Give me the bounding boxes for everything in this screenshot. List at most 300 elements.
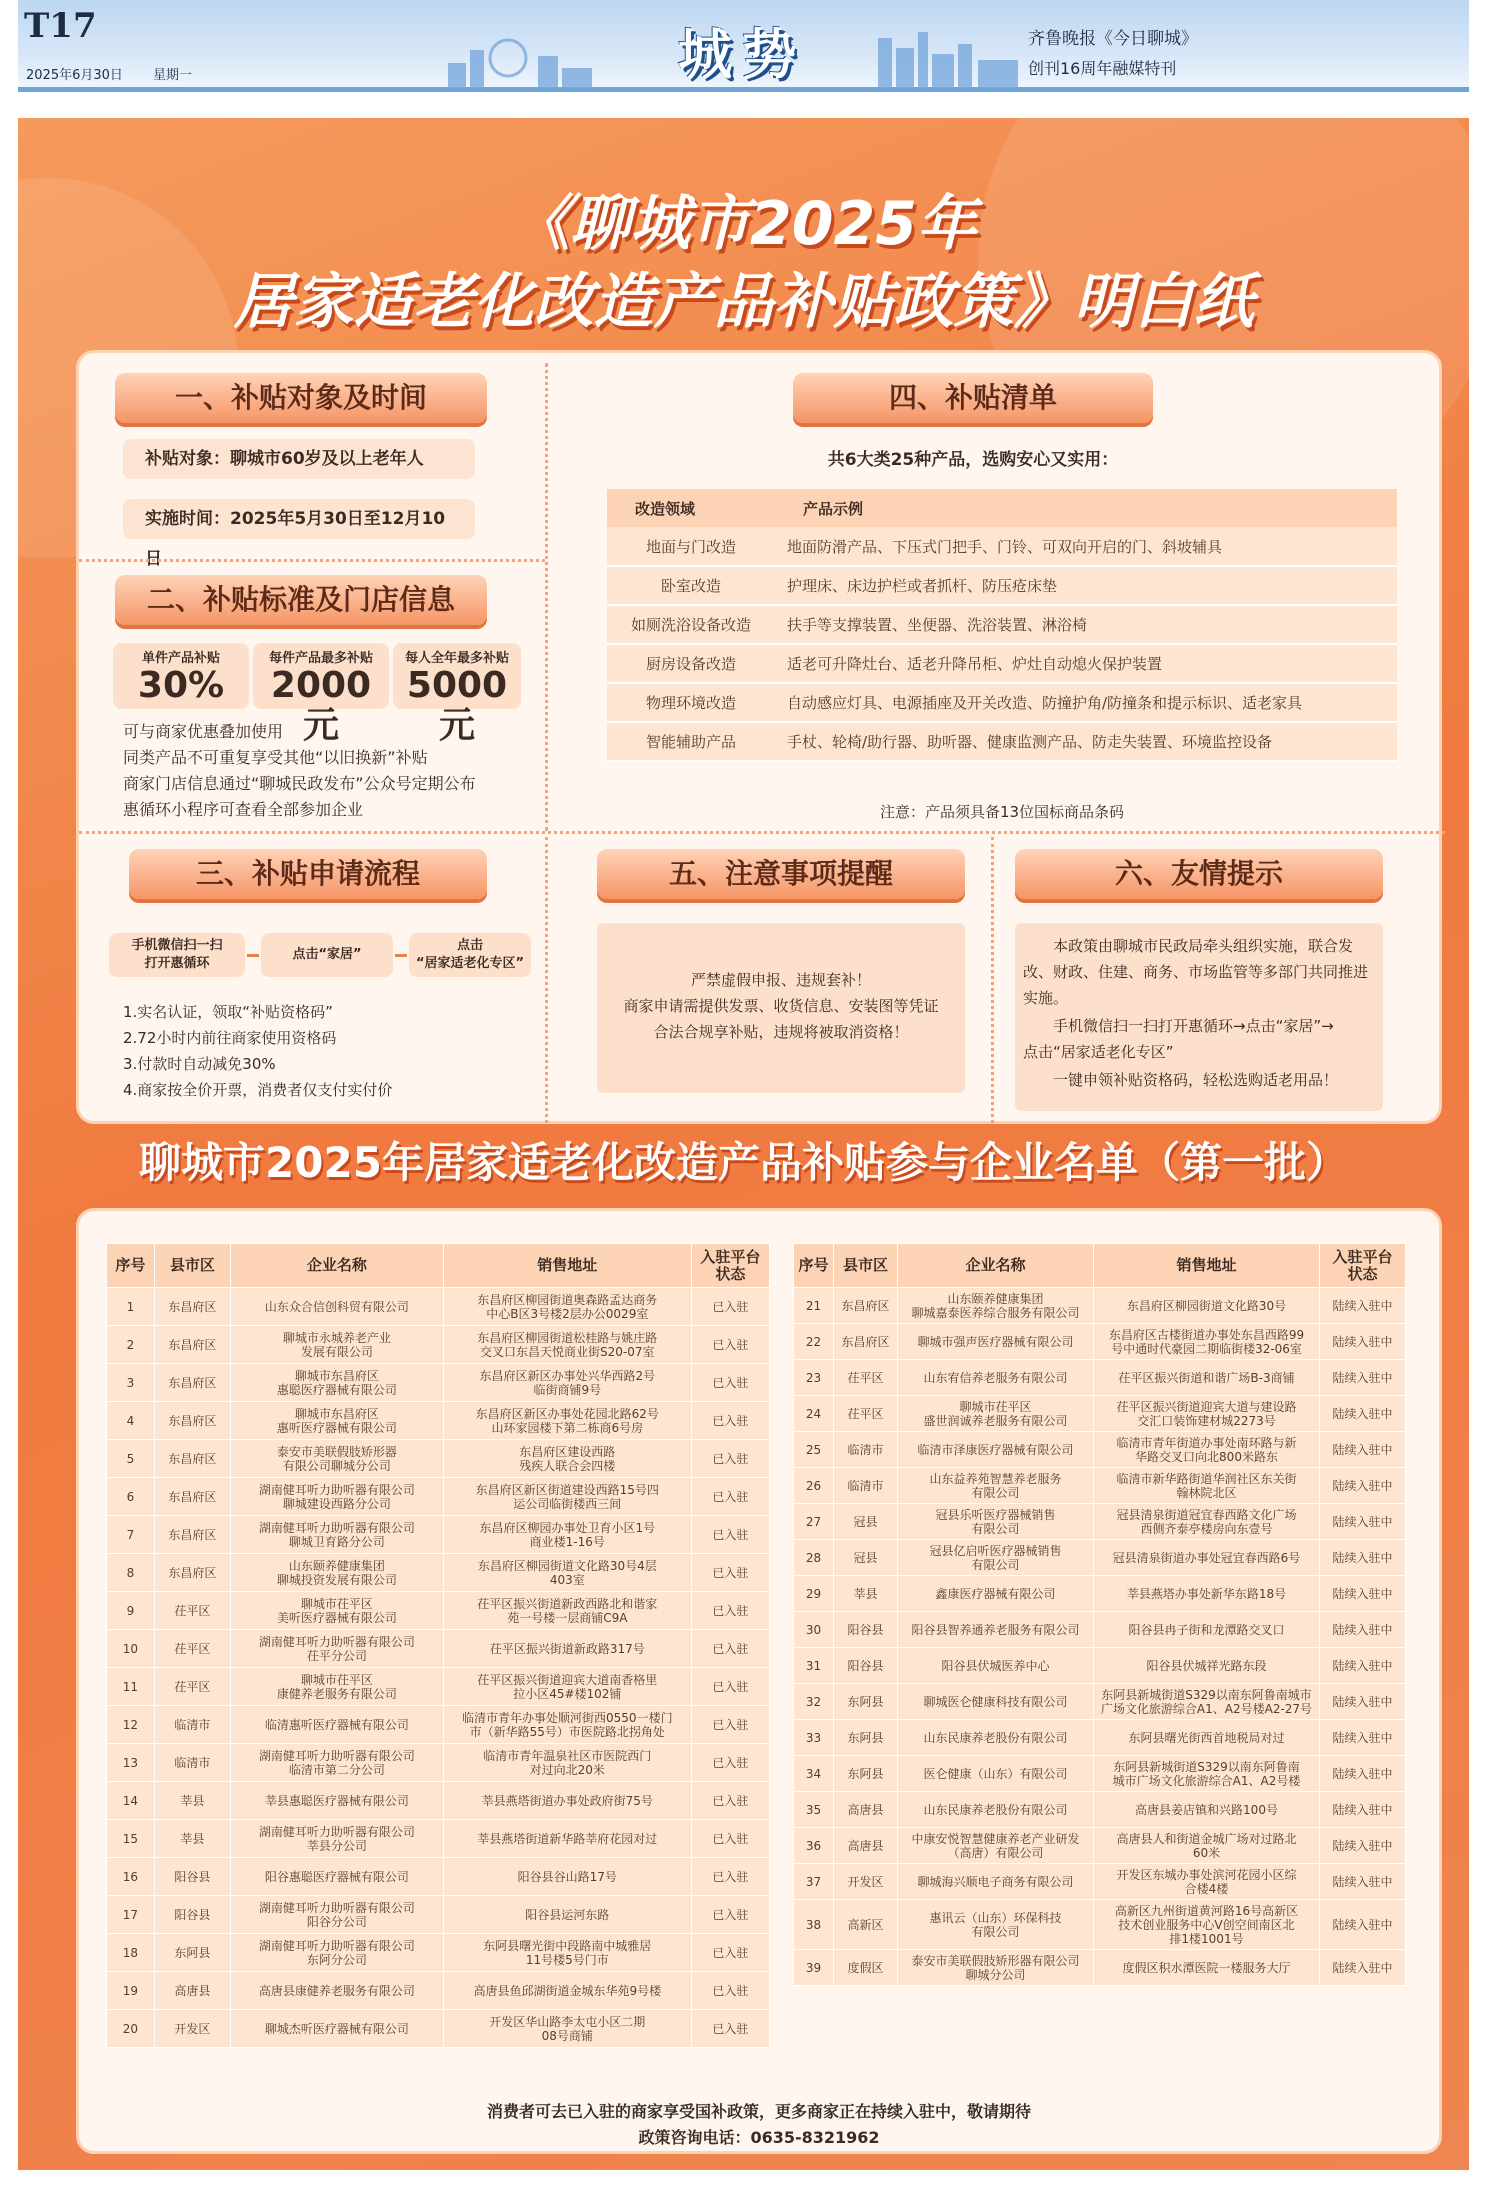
cell-county: 茌平区 — [154, 1630, 230, 1668]
cell-county: 茌平区 — [154, 1668, 230, 1706]
cell-status: 陆续入驻中 — [1320, 1684, 1406, 1720]
cell-line: （高唐）有限公司 — [947, 1845, 1044, 1860]
company-list-title: 聊城市2025年居家适老化改造产品补贴参与企业名单（第一批） — [139, 1138, 1348, 1187]
category-items: 扶手等支撑装置、坐便器、洗浴装置、淋浴椅 — [775, 605, 1397, 644]
special-edition-label: 创刊16周年融媒特刊 — [1028, 59, 1177, 78]
table-row — [794, 1576, 1406, 1612]
cell-line: 苑一号楼一层商铺C9A — [507, 1610, 628, 1625]
cell-no: 15 — [107, 1820, 155, 1858]
table-row — [107, 1630, 770, 1668]
cell-line: 东昌府区新区街道建设西路15号四 — [475, 1482, 659, 1497]
cell-line: 对过向北20米 — [529, 1762, 605, 1777]
section-4-heading: 四、补贴清单 — [793, 373, 1153, 423]
cell-status: 已入驻 — [691, 1630, 769, 1668]
cell-line: 阳谷惠聪医疗器械有限公司 — [264, 1869, 409, 1884]
cell-line: 阳谷县运河东路 — [525, 1907, 610, 1922]
cell-line: 开发区华山路李太屯小区二期 — [489, 2014, 646, 2029]
category-row — [607, 683, 1397, 722]
cell-line: 东昌府区柳园街道奥森路孟达商务 — [477, 1292, 658, 1307]
cell-line: 阳谷县冉子街和龙潭路交叉口 — [1128, 1622, 1285, 1637]
cell-line: 湖南健耳听力助听器有限公司 — [258, 1520, 415, 1535]
flow-step-home — [261, 933, 393, 977]
cell-address — [1094, 1396, 1320, 1432]
cell-no: 25 — [794, 1432, 834, 1468]
cell-status: 陆续入驻中 — [1320, 1720, 1406, 1756]
stat-per-item-rate — [113, 643, 249, 709]
cell-no: 14 — [107, 1782, 155, 1820]
tip-line: 改、财政、住建、商务、市场监管等多部门共同推进 — [1023, 963, 1369, 981]
cell-line: 莘县惠聪医疗器械有限公司 — [264, 1793, 409, 1808]
cell-line: 临清市青年办事处顺河街西0550一楼门 — [462, 1710, 673, 1725]
col-header-county: 县市区 — [154, 1244, 230, 1288]
cell-county: 东昌府区 — [154, 1402, 230, 1440]
cell-status: 陆续入驻中 — [1320, 1504, 1406, 1540]
cell-line: 聊城卫育路分公司 — [288, 1534, 385, 1549]
cell-name — [230, 1516, 443, 1554]
cell-no: 26 — [794, 1468, 834, 1504]
col-header-status — [1320, 1244, 1406, 1288]
category-row — [607, 722, 1397, 761]
cell-line: 聊城分公司 — [965, 1967, 1026, 1982]
cell-name — [898, 1756, 1094, 1792]
cell-line: 山东益养苑智慧养老服务 — [929, 1471, 1062, 1486]
cell-address — [1094, 1950, 1320, 1986]
table-row — [794, 1720, 1406, 1756]
page-number: T17 — [24, 6, 97, 46]
page-header — [18, 0, 1469, 92]
cell-line: 开发区东城办事处滨河花园小区综 — [1116, 1867, 1297, 1882]
stat-label: 每件产品最多补贴 — [268, 651, 373, 666]
cell-line: 广场文化旅游综合A1、A2号楼A2-27号 — [1100, 1701, 1313, 1716]
footer-hotline: 政策咨询电话：0635-8321962 — [638, 2128, 880, 2147]
cell-line: 08号商铺 — [541, 2028, 593, 2043]
cell-no: 11 — [107, 1668, 155, 1706]
table-row — [107, 1706, 770, 1744]
category-area: 如厕洗浴设备改造 — [607, 605, 775, 644]
cell-line: 泰安市美联假肢矫形器 — [276, 1444, 397, 1459]
cell-line: 高唐县人和街道金城广场对过路北 — [1116, 1831, 1297, 1846]
col-header-name: 企业名称 — [898, 1244, 1094, 1288]
cell-county: 临清市 — [834, 1432, 898, 1468]
table-row — [794, 1324, 1406, 1360]
cell-county: 东阿县 — [154, 1934, 230, 1972]
table-row — [794, 1504, 1406, 1540]
cell-address — [1094, 1648, 1320, 1684]
table-row — [107, 1592, 770, 1630]
col-header-address: 销售地址 — [443, 1244, 691, 1288]
cell-line: 冠县清泉街道冠宜春西路文化广场 — [1116, 1507, 1297, 1522]
cell-name — [230, 1706, 443, 1744]
cell-line: 山东颐养健康集团 — [947, 1291, 1044, 1306]
cell-line: 惠听医疗器械有限公司 — [276, 1420, 397, 1435]
cell-status: 陆续入驻中 — [1320, 1756, 1406, 1792]
category-row — [607, 644, 1397, 683]
cell-line: 临清市泽康医疗器械有限公司 — [917, 1442, 1074, 1457]
cell-name — [898, 1288, 1094, 1324]
cell-line: 茌平分公司 — [306, 1648, 367, 1663]
cell-name — [898, 1828, 1094, 1864]
cell-line: 医仑健康（山东）有限公司 — [923, 1766, 1068, 1781]
cell-line: 度假区积水潭医院一楼服务大厅 — [1122, 1960, 1291, 1975]
cell-name — [898, 1360, 1094, 1396]
cell-county: 阳谷县 — [834, 1612, 898, 1648]
cell-address — [443, 1934, 691, 1972]
divider — [545, 837, 548, 1123]
cell-line: 西侧齐泰亭楼房向东壹号 — [1140, 1521, 1273, 1536]
table-row — [107, 1402, 770, 1440]
cell-line: 莘县分公司 — [306, 1838, 367, 1853]
cell-no: 36 — [794, 1828, 834, 1864]
cell-line: 聊城市强声医疗器械有限公司 — [917, 1334, 1074, 1349]
cell-county: 冠县 — [834, 1504, 898, 1540]
header-line: 入驻平台 — [700, 1247, 761, 1266]
cell-name — [898, 1324, 1094, 1360]
cell-line: 东昌府区古楼街道办事处东昌西路99 — [1108, 1327, 1305, 1342]
cell-name — [898, 1540, 1094, 1576]
cell-status: 陆续入驻中 — [1320, 1576, 1406, 1612]
notice-line: 合法合规享补贴，违规将被取消资格！ — [653, 1023, 909, 1041]
table-row — [107, 1288, 770, 1326]
cell-status: 陆续入驻中 — [1320, 1864, 1406, 1900]
footer-notice: 消费者可去已入驻的商家享受国补政策，更多商家正在持续入驻中，敬请期待 — [486, 2102, 1031, 2121]
cell-name — [230, 1478, 443, 1516]
category-area: 厨房设备改造 — [607, 644, 775, 683]
cell-line: 发展有限公司 — [300, 1344, 373, 1359]
col-header-no: 序号 — [794, 1244, 834, 1288]
table-row — [107, 1820, 770, 1858]
cell-no: 34 — [794, 1756, 834, 1792]
table-row — [794, 1288, 1406, 1324]
cell-county: 东阿县 — [834, 1684, 898, 1720]
cell-status: 已入驻 — [691, 1934, 769, 1972]
section-title: 城势 — [678, 23, 806, 86]
table-row — [107, 2010, 770, 2048]
col-header-name: 企业名称 — [230, 1244, 443, 1288]
notice-line: 严禁虚假申报、违规套补！ — [690, 971, 871, 989]
col-header-address: 销售地址 — [1094, 1244, 1320, 1288]
stat-label: 单件产品补贴 — [141, 651, 220, 666]
cell-no: 24 — [794, 1396, 834, 1432]
cell-name — [230, 1820, 443, 1858]
cell-county: 东昌府区 — [154, 1364, 230, 1402]
cell-county: 临清市 — [154, 1706, 230, 1744]
cell-status: 陆续入驻中 — [1320, 1612, 1406, 1648]
flow-step-scan — [109, 933, 245, 977]
col-header-no: 序号 — [107, 1244, 155, 1288]
cell-status: 已入驻 — [691, 1288, 769, 1326]
flow-text: 点击“家居” — [292, 947, 362, 962]
cell-address — [443, 1554, 691, 1592]
cell-line: 莘县燕塔办事处新华东路18号 — [1126, 1586, 1287, 1601]
cell-address — [1094, 1576, 1320, 1612]
table-row — [107, 1744, 770, 1782]
cell-status: 已入驻 — [691, 1820, 769, 1858]
subsidy-target: 补贴对象：聊城市60岁及以上老年人 — [123, 439, 475, 479]
table-row — [107, 1896, 770, 1934]
table-row — [794, 1828, 1406, 1864]
cell-line: 聊城嘉泰医养综合服务有限公司 — [911, 1305, 1080, 1320]
cell-no: 29 — [794, 1576, 834, 1612]
cell-address — [1094, 1504, 1320, 1540]
cell-status: 已入驻 — [691, 1516, 769, 1554]
cell-county: 阳谷县 — [834, 1648, 898, 1684]
cell-no: 27 — [794, 1504, 834, 1540]
issue-weekday: 星期一 — [153, 68, 193, 83]
flow-text: 手机微信扫一扫 — [131, 938, 223, 953]
cell-name — [898, 1684, 1094, 1720]
section-3-heading: 三、补贴申请流程 — [129, 849, 487, 899]
cell-address — [443, 1782, 691, 1820]
cell-no: 6 — [107, 1478, 155, 1516]
cell-line: 盛世润诚养老服务有限公司 — [923, 1413, 1068, 1428]
cell-line: 湖南健耳听力助听器有限公司 — [258, 1938, 415, 1953]
cell-address — [443, 2010, 691, 2048]
cell-line: 康健养老服务有限公司 — [276, 1686, 397, 1701]
cell-name — [898, 1648, 1094, 1684]
category-area: 物理环境改造 — [607, 683, 775, 722]
cell-county: 东昌府区 — [154, 1288, 230, 1326]
cell-no: 4 — [107, 1402, 155, 1440]
cell-line: 交汇口装饰建材城2273号 — [1137, 1413, 1276, 1428]
cell-no: 30 — [794, 1612, 834, 1648]
col-header-county: 县市区 — [834, 1244, 898, 1288]
cell-no: 32 — [794, 1684, 834, 1720]
cell-address — [1094, 1792, 1320, 1828]
cell-county: 东昌府区 — [834, 1288, 898, 1324]
policy-panel — [76, 350, 1442, 1124]
cell-name — [898, 1432, 1094, 1468]
cell-county: 阳谷县 — [154, 1896, 230, 1934]
cell-no: 9 — [107, 1592, 155, 1630]
tip-line: 手机微信扫一扫打开惠循环→点击“家居”→ — [1053, 1017, 1334, 1035]
cell-name — [230, 1896, 443, 1934]
category-area: 卧室改造 — [607, 566, 775, 605]
cell-county: 高唐县 — [834, 1792, 898, 1828]
stat-label: 每人全年最多补贴 — [404, 651, 509, 666]
cell-line: 山东民康养老股份有限公司 — [923, 1730, 1068, 1745]
cell-line: 有限公司 — [971, 1521, 1020, 1536]
cell-line: 莘县燕塔街道办事处政府街75号 — [481, 1793, 653, 1808]
company-table-right — [793, 1243, 1406, 1986]
cell-no: 18 — [107, 1934, 155, 1972]
cell-county: 东昌府区 — [154, 1440, 230, 1478]
cell-status: 陆续入驻中 — [1320, 1648, 1406, 1684]
cell-no: 37 — [794, 1864, 834, 1900]
cell-address — [1094, 1288, 1320, 1324]
category-items: 手杖、轮椅/助行器、助听器、健康监测产品、防走失装置、环境监控设备 — [775, 722, 1397, 761]
table-row — [107, 1554, 770, 1592]
cell-line: 运公司临街楼西三间 — [513, 1496, 622, 1511]
cell-address — [443, 1744, 691, 1782]
category-row — [607, 527, 1397, 566]
cell-status: 陆续入驻中 — [1320, 1432, 1406, 1468]
cell-line: 排1楼1001号 — [1169, 1931, 1244, 1946]
cell-status: 已入驻 — [691, 1364, 769, 1402]
cell-line: 湖南健耳听力助听器有限公司 — [258, 1748, 415, 1763]
cell-line: 湖南健耳听力助听器有限公司 — [258, 1824, 415, 1839]
cell-line: 山东宥信养老服务有限公司 — [923, 1370, 1068, 1385]
cell-line: 湖南健耳听力助听器有限公司 — [258, 1634, 415, 1649]
newspaper-name: 齐鲁晚报《今日聊城》 — [1028, 29, 1198, 49]
cell-line: 冠县乐听医疗器械销售 — [935, 1507, 1056, 1522]
company-table-left — [106, 1243, 770, 2048]
cell-line: 聊城市茌平区 — [959, 1399, 1032, 1414]
cell-status: 陆续入驻中 — [1320, 1792, 1406, 1828]
cell-line: 东昌府区柳园街道文化路30号4层 — [477, 1558, 657, 1573]
cell-address — [1094, 1360, 1320, 1396]
cell-address — [1094, 1468, 1320, 1504]
flow-text: “居家适老化专区” — [415, 956, 525, 971]
cell-address — [443, 1288, 691, 1326]
cell-no: 10 — [107, 1630, 155, 1668]
cell-county: 高新区 — [834, 1900, 898, 1950]
cell-county: 度假区 — [834, 1950, 898, 1986]
cell-line: 茌平区振兴街道新政西路北和谐家 — [477, 1596, 658, 1611]
cell-line: 东阿县新城街道S329以南东阿鲁南 — [1113, 1759, 1300, 1774]
cell-status: 已入驻 — [691, 2010, 769, 2048]
cell-line: 翰林院北区 — [1176, 1485, 1237, 1500]
cell-line: 东阿县新城街道S329以南东阿鲁南城市 — [1101, 1687, 1312, 1702]
cell-address — [443, 1972, 691, 2010]
cell-address — [1094, 1324, 1320, 1360]
cell-line: 山环家园楼下第二栋商6号房 — [491, 1420, 644, 1435]
cell-line: 茌平区振兴街道新政路317号 — [489, 1641, 645, 1656]
cell-line: 东昌府区新区办事处花园北路62号 — [475, 1406, 659, 1421]
cell-line: 高唐县康健养老服务有限公司 — [258, 1983, 415, 1998]
section-6-heading: 六、友情提示 — [1015, 849, 1383, 899]
cell-line: 惠讯云（山东）环保科技 — [929, 1910, 1062, 1925]
cell-name — [230, 1630, 443, 1668]
table-row — [794, 1360, 1406, 1396]
cell-no: 16 — [107, 1858, 155, 1896]
cell-line: 城市广场文化旅游综合A1、A2号楼 — [1112, 1773, 1301, 1788]
cell-status: 陆续入驻中 — [1320, 1360, 1406, 1396]
cell-line: 冠县清泉街道办事处冠宜春西路6号 — [1112, 1550, 1301, 1565]
cell-name — [230, 1744, 443, 1782]
notice-box — [597, 923, 965, 1093]
cell-address — [443, 1896, 691, 1934]
table-row — [107, 1972, 770, 2010]
cell-county: 东昌府区 — [154, 1326, 230, 1364]
cell-line: 东昌府区柳园街道文化路30号 — [1126, 1298, 1287, 1313]
note-line: 同类产品不可重复享受其他“以旧换新”补贴 — [123, 748, 428, 767]
cell-name — [230, 1972, 443, 2010]
cell-name — [898, 1468, 1094, 1504]
table-row — [794, 1468, 1406, 1504]
cell-line: 泰安市美联假肢矫形器有限公司 — [911, 1953, 1080, 1968]
cell-no: 35 — [794, 1792, 834, 1828]
cell-county: 高唐县 — [834, 1828, 898, 1864]
cell-line: 山东众合信创科贸有限公司 — [264, 1299, 409, 1314]
cell-line: 聊城市东昌府区 — [294, 1406, 379, 1421]
cell-line: 阳谷县伏城祥光路东段 — [1146, 1658, 1267, 1673]
cell-county: 冠县 — [834, 1540, 898, 1576]
cell-address — [1094, 1432, 1320, 1468]
cell-line: 60米 — [1192, 1845, 1221, 1860]
cell-status: 陆续入驻中 — [1320, 1324, 1406, 1360]
cell-address — [443, 1820, 691, 1858]
cell-status: 已入驻 — [691, 1782, 769, 1820]
cell-name — [230, 1782, 443, 1820]
poster-title-line-1: 《聊城市2025年 — [510, 189, 977, 259]
table-row — [794, 1864, 1406, 1900]
cell-line: 有限公司 — [971, 1557, 1020, 1572]
cell-line: 鑫康医疗器械有限公司 — [935, 1586, 1056, 1601]
cell-line: 聊城建设西路分公司 — [282, 1496, 391, 1511]
cell-line: 市（新华路55号）市医院路北拐角处 — [469, 1724, 665, 1739]
cell-address — [1094, 1900, 1320, 1950]
cell-no: 7 — [107, 1516, 155, 1554]
cell-name — [898, 1900, 1094, 1950]
cell-name — [230, 1326, 443, 1364]
policy-poster — [18, 118, 1469, 2170]
section-1-heading: 一、补贴对象及时间 — [115, 373, 487, 423]
table-row — [794, 1396, 1406, 1432]
cell-name — [230, 1402, 443, 1440]
cell-line: 临清市青年温泉社区市医院西门 — [483, 1748, 652, 1763]
cell-line: 临街商铺9号 — [533, 1382, 602, 1397]
process-step: 4.商家按全价开票，消费者仅支付实付价 — [123, 1081, 393, 1099]
cell-status: 已入驻 — [691, 1896, 769, 1934]
tip-line: 一键申领补贴资格码，轻松选购适老用品！ — [1053, 1071, 1339, 1089]
table-row — [794, 1756, 1406, 1792]
col-header-area: 改造领域 — [607, 489, 775, 527]
header-line: 入驻平台 — [1332, 1247, 1393, 1266]
cell-address — [443, 1668, 691, 1706]
process-step: 2.72小时内前往商家使用资格码 — [123, 1029, 337, 1047]
cell-no: 13 — [107, 1744, 155, 1782]
table-row — [794, 1792, 1406, 1828]
process-step: 3.付款时自动减免30% — [123, 1055, 276, 1073]
table-row — [107, 1326, 770, 1364]
cell-line: 有限公司 — [971, 1485, 1020, 1500]
table-row — [794, 1540, 1406, 1576]
cell-status: 陆续入驻中 — [1320, 1396, 1406, 1432]
cell-line: 聊城市东昌府区 — [294, 1368, 379, 1383]
cell-name — [898, 1396, 1094, 1432]
cell-address — [443, 1402, 691, 1440]
cell-no: 2 — [107, 1326, 155, 1364]
cell-line: 残疾人联合会四楼 — [519, 1458, 616, 1473]
stat-value: 2000元 — [270, 665, 372, 746]
cell-status: 已入驻 — [691, 1402, 769, 1440]
cell-line: 山东民康养老股份有限公司 — [923, 1802, 1068, 1817]
category-area: 智能辅助产品 — [607, 722, 775, 761]
cell-line: 中心B区3号楼2层办公0029室 — [486, 1306, 649, 1321]
cell-line: 合楼4楼 — [1184, 1881, 1229, 1896]
table-row — [794, 1900, 1406, 1950]
cell-name — [230, 1592, 443, 1630]
cell-name — [898, 1792, 1094, 1828]
category-row — [607, 605, 1397, 644]
cell-line: 湖南健耳听力助听器有限公司 — [258, 1482, 415, 1497]
note-line: 可与商家优惠叠加使用 — [123, 722, 284, 741]
cell-line: 阳谷县伏城医养中心 — [941, 1658, 1050, 1673]
cell-line: 聊城海兴顺电子商务有限公司 — [917, 1874, 1074, 1889]
table-row — [794, 1950, 1406, 1986]
cell-address — [1094, 1540, 1320, 1576]
cell-no: 1 — [107, 1288, 155, 1326]
cell-line: 交叉口东昌天悦商业街S20-07室 — [480, 1344, 655, 1359]
flow-text: 打开惠循环 — [144, 956, 210, 971]
cell-address — [443, 1364, 691, 1402]
cell-county: 莘县 — [834, 1576, 898, 1612]
note-line: 商家门店信息通过“聊城民政发布”公众号定期公布 — [123, 774, 476, 793]
cell-county: 高唐县 — [154, 1972, 230, 2010]
cell-line: 湖南健耳听力助听器有限公司 — [258, 1900, 415, 1915]
cell-line: 聊城医仑健康科技有限公司 — [923, 1694, 1068, 1709]
cell-name — [230, 1858, 443, 1896]
